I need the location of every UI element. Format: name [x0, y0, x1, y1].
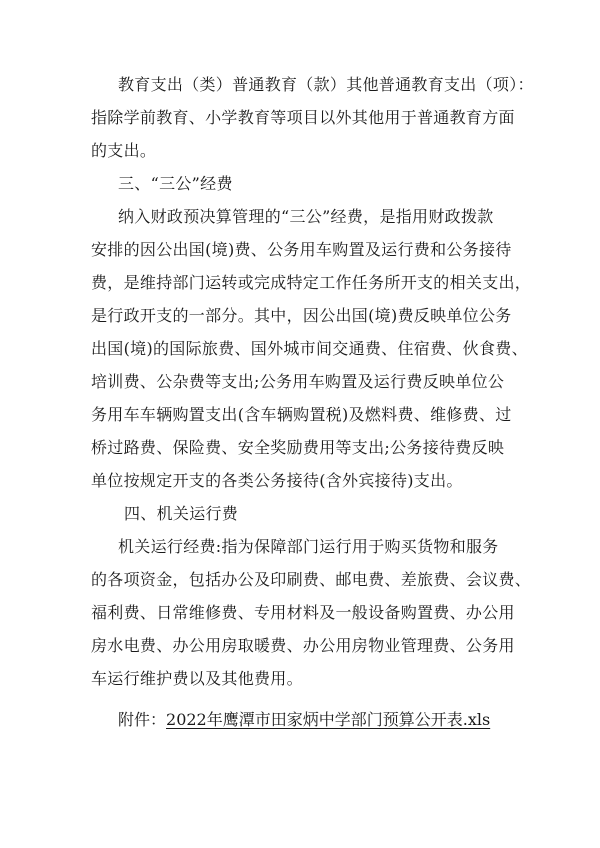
text-line: 费，是维持部门运转或完成特定工作任务所开支的相关支出， — [91, 273, 532, 292]
text-line: 的支出。 — [91, 141, 157, 160]
section-heading: 三、“三公”经费 — [118, 174, 233, 193]
text-line: 机关运行经费:指为保障部门运行用于购买货物和服务 — [118, 537, 499, 556]
text-line: 是行政开支的一部分。其中，因公出国(境)费反映单位公务 — [91, 306, 512, 325]
text-line: 纳入财政预决算管理的“三公”经费，是指用财政拨款 — [118, 207, 494, 226]
text-line: 桥过路费、保险费、安全奖励费用等支出;公务接待费反映 — [91, 438, 505, 457]
text-line: 安排的因公出国(境)费、公务用车购置及运行费和公务接待 — [91, 240, 512, 259]
attachment-line — [118, 710, 490, 730]
text-line: 务用车车辆购置支出(含车辆购置税)及燃料费、维修费、过 — [91, 405, 512, 424]
text-line: 福利费、日常维修费、专用材料及一般设备购置费、办公用 — [91, 603, 515, 622]
attachment-file-link[interactable]: 2022年鹰潭市田家炳中学部门预算公开表.xls — [166, 710, 491, 729]
text-line: 出国(境)的国际旅费、国外城市间交通费、住宿费、伙食费、 — [91, 339, 528, 358]
text-line: 单位按规定开支的各类公务接待(含外宾接待)支出。 — [91, 471, 463, 490]
text-line: 房水电费、办公用房取暖费、办公用房物业管理费、公务用 — [91, 636, 515, 655]
attachment-label: 附件： — [118, 710, 167, 729]
text-line: 教育支出（类）普通教育（款）其他普通教育支出（项）： — [118, 75, 534, 94]
text-line: 指除学前教育、小学教育等项目以外其他用于普通教育方面 — [91, 108, 515, 127]
section-heading: 四、机关运行费 — [124, 504, 239, 523]
text-line: 培训费、公杂费等支出;公务用车购置及运行费反映单位公 — [91, 372, 505, 391]
text-line: 车运行维护费以及其他费用。 — [91, 669, 303, 688]
text-line: 的各项资金，包括办公及印刷费、邮电费、差旅费、会议费、 — [91, 570, 532, 589]
